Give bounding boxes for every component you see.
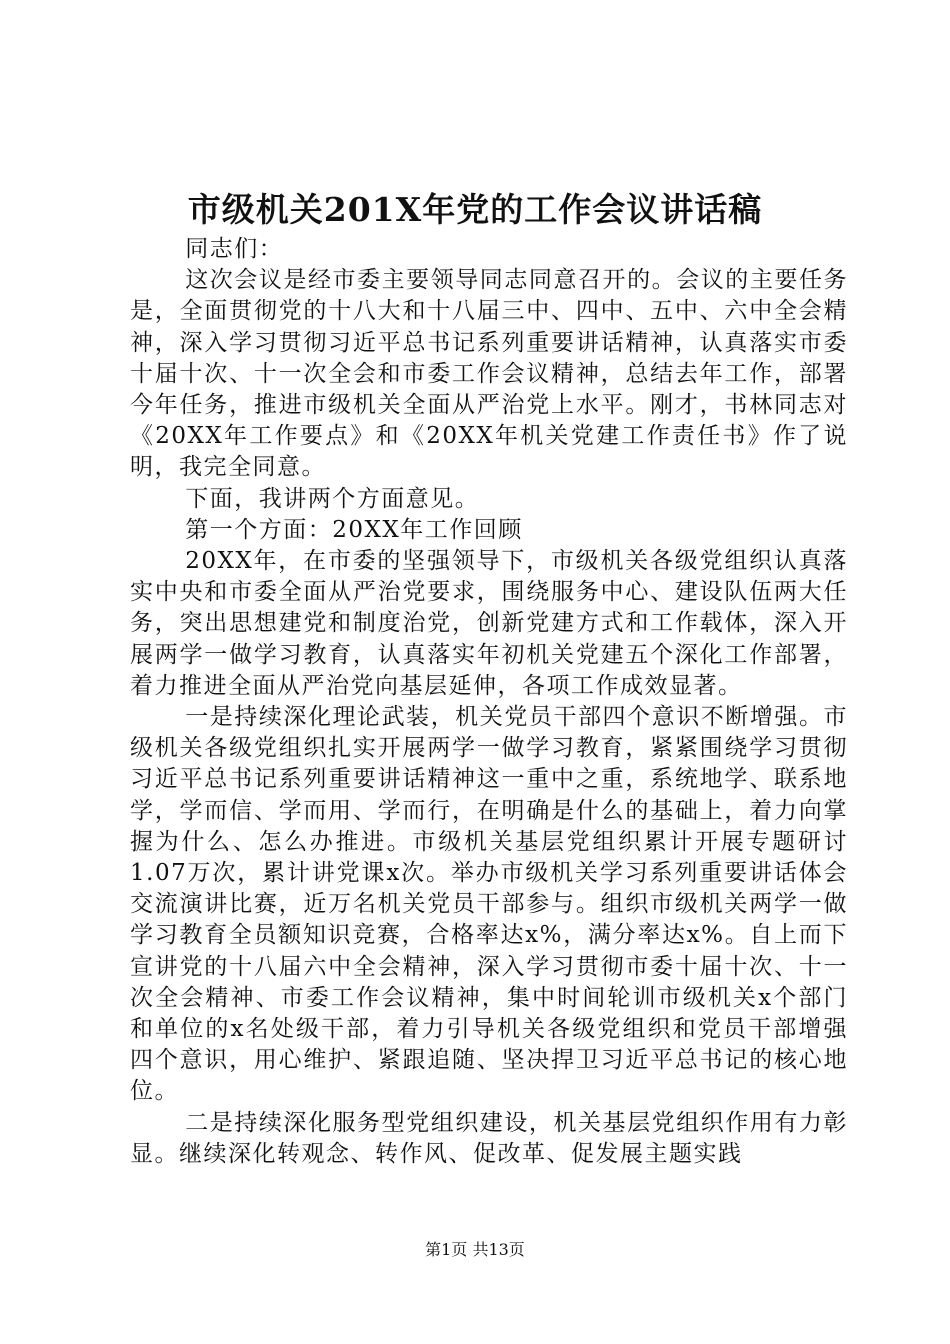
review-paragraph: 20XX年，在市委的坚强领导下，市级机关各级党组织认真落实中央和市委全面从严治党要求，围绕服务中心、建设队伍两大任务，突出思想建党和制度治党，创新党建方式和工作载体，深入开展两学一做学习教育，认真落实年初机关党建五个深化工作部署，着力推进全面从严治党向基层延伸，各项工作成效显著。	[130, 548, 848, 699]
point-two-paragraph: 二是持续深化服务型党组织建设，机关基层党组织作用有力彰显。继续深化转观念、转作风、促改革、促发展主题实践	[130, 1109, 848, 1167]
document-body	[130, 234, 848, 1170]
intro-paragraph: 这次会议是经市委主要领导同志同意召开的。会议的主要任务是，全面贯彻党的十八大和十八届三中、四中、五中、六中全会精神，深入学习贯彻习近平总书记系列重要讲话精神，认真落实市委十届十次、十一次全会和市委工作会议精神，总结去年工作，部署今年任务，推进市级机关全面从严治党上水平。刚才，书林同志对《20XX年工作要点》和《20XX年机关党建工作责任书》作了说明，我完全同意。	[130, 267, 848, 481]
section-heading: 第一个方面：20XX年工作回顾	[185, 516, 523, 543]
page-number-footer: 第1页 共13页	[425, 1240, 525, 1259]
outline-paragraph: 下面，我讲两个方面意见。	[185, 485, 480, 512]
salutation-paragraph: 同志们：	[185, 236, 284, 262]
document-title: 市级机关201X年党的工作会议讲话稿	[187, 190, 763, 229]
point-one-paragraph: 一是持续深化理论武装，机关党员干部四个意识不断增强。市级机关各级党组织扎实开展两学一做学习教育，紧紧围绕学习贯彻习近平总书记系列重要讲话精神这一重中之重，系统地学、联系地学，学而信、学而用、学而行，在明确是什么的基础上，着力向掌握为什么、怎么办推进。市级机关基层党组织累计开展专题研讨1.07万次，累计讲党课x次。举办市级机关学习系列重要讲话体会交流演讲比赛，近万名机关党员干部参与。组织市级机关两学一做学习教育全员额知识竞赛，合格率达x%，满分率达x%。自上而下宣讲党的十八届六中全会精神，深入学习贯彻市委十届十次、十一次全会精神、市委工作会议精神，集中时间轮训市级机关x个部门和单位的x名处级干部，着力引导机关各级党组织和党员干部增强四个意识，用心维护、紧跟追随、坚决捍卫习近平总书记的核心地位。	[130, 704, 848, 1105]
